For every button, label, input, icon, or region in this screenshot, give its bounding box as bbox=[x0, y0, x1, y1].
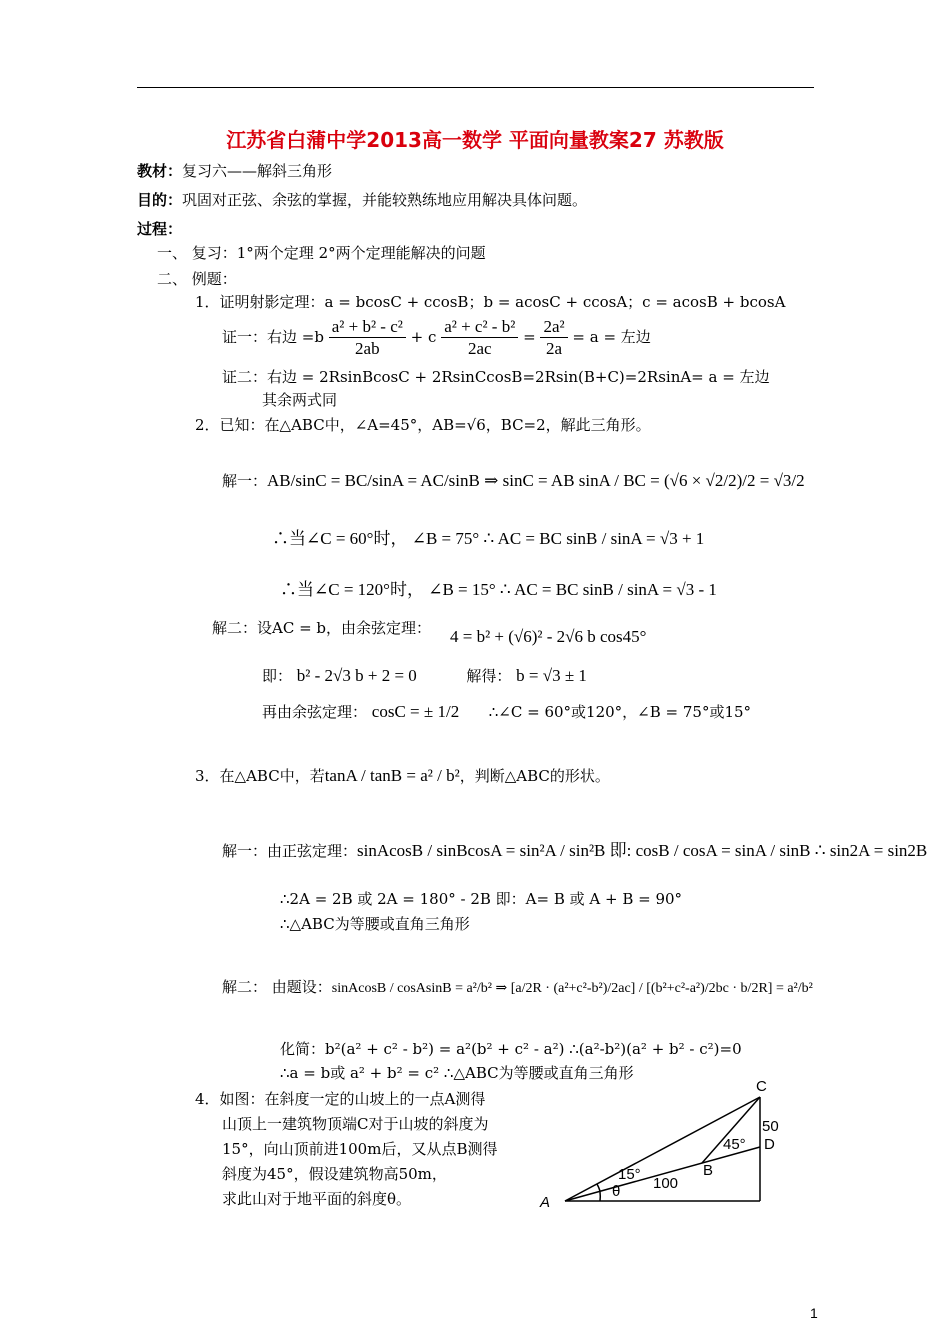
ex4-line1: 4．如图：在斜度一定的山坡上的一点A测得 bbox=[195, 1090, 486, 1108]
ex3-result: ∴a = b或 a² + b² = c² ∴△ABC为等腰或直角三角形 bbox=[280, 1064, 634, 1082]
ex3-sol2: 解二： 由题设：sinAcosB / cosAsinB = a²/b² ⇒ [a/2R · (a²+c²-b²)/2ac] / [(b²+c²-a²)/2bc · b/2R] = a²/b² bbox=[222, 978, 813, 996]
ex2-sol2-again: 再由余弦定理： cosC = ± 1/2 ∴∠C = 60°或120°，∠B = 75°或15° bbox=[262, 702, 752, 721]
page-number: 1 bbox=[810, 1305, 818, 1321]
process-label: 过程： bbox=[137, 220, 183, 238]
label-a: A bbox=[540, 1194, 551, 1211]
ex2-sol2-label: 解二：设AC = b，由余弦定理： bbox=[212, 619, 432, 637]
ex4-line5: 求此山对于地平面的斜度θ。 bbox=[222, 1190, 412, 1208]
ex3-sol1: 解一：由正弦定理：sinAcosB / sinBcosA = sin²A / sin²B 即: cosB / cosA = sinA / sinB ∴ sin2A = sin2B bbox=[222, 841, 928, 860]
ex2-sol1: 解一：AB/sinC = BC/sinA = AC/sinB ⇒ sinC = AB sinA / BC = (√6 × √2/2)/2 = √3/2 bbox=[222, 471, 805, 490]
ex3-statement: 3．在△ABC中，若tanA / tanB = a² / b²，判断△ABC的形状。 bbox=[195, 766, 610, 785]
header-rule bbox=[137, 87, 814, 88]
label-45: 45° bbox=[723, 1136, 746, 1153]
ex4-line4: 斜度为45°，假设建筑物高50m， bbox=[222, 1165, 447, 1183]
ex1-proof1-label: 证一：右边 =b bbox=[222, 327, 324, 346]
material-line bbox=[137, 160, 332, 181]
ex2-sol2-ie: 即： b² - 2√3 b + 2 = 0 解得： b = √3 ± 1 bbox=[262, 666, 587, 685]
ex1-proof1: 证一：右边 =b $\frac{\text{a² + b² - c²}}{2ab}$ + c $\frac{\text{a² + c² - b²}}{2ac}$ = $\frac{\text{2a²}}{2a}$ = a = 左边 bbox=[222, 317, 651, 359]
ex1-frac1: $\frac{\text{a² + b² - c²}}{2ab}$ bbox=[329, 316, 406, 360]
review-line: 一、 复习：1°两个定理 2°两个定理能解决的问题 bbox=[157, 244, 486, 262]
slope-diagram bbox=[530, 1075, 790, 1215]
angle-15-arc bbox=[597, 1184, 600, 1191]
label-15: 15° bbox=[618, 1166, 641, 1183]
label-c: C bbox=[756, 1078, 767, 1095]
ex1-proof3: 其余两式同 bbox=[262, 391, 338, 409]
ex1-statement: 1．证明射影定理：a = bcosC + ccosB；b = acosC + ccosA；c = acosB + bcosA bbox=[195, 293, 786, 311]
material-text: 复习六——解斜三角形 bbox=[182, 162, 333, 180]
line-bc bbox=[702, 1097, 760, 1163]
ex2-sol1-eq: AB/sinC = BC/sinA = AC/sinB ⇒ sinC = AB sinA / BC = (√6 × √2/2)/2 = √3/2 bbox=[267, 471, 805, 490]
ex1-frac2: $\frac{\text{a² + c² - b²}}{2ac}$ bbox=[441, 316, 518, 360]
ex2-case1: ∴当∠C = 60°时， ∠B = 75° ∴ AC = BC sinB / sinA = √3 + 1 bbox=[272, 529, 705, 548]
purpose-line bbox=[137, 189, 587, 210]
ex3-sol1-l3: ∴△ABC为等腰或直角三角形 bbox=[280, 915, 470, 933]
ex3-simplify: 化简：b²(a² + c² - b²) = a²(b² + c² - a²) ∴(a²-b²)(a² + b² - c²)=0 bbox=[280, 1040, 742, 1058]
ex2-case2: ∴当∠C = 120°时， ∠B = 15° ∴ AC = BC sinB / sinA = √3 - 1 bbox=[280, 580, 717, 599]
ex3-sol1-l2: ∴2A = 2B 或 2A = 180° - 2B 即：A= B 或 A + B = 90° bbox=[280, 890, 683, 908]
ex1-frac3: $\frac{\text{2a²}}{2a}$ bbox=[540, 316, 567, 360]
label-b: B bbox=[703, 1162, 714, 1179]
ex2-sol2-eq: 4 = b² + (√6)² - 2√6 b cos45° bbox=[450, 627, 647, 646]
ex4-line2: 山顶上一建筑物顶端C对于山坡的斜度为 bbox=[222, 1115, 489, 1133]
label-theta: θ bbox=[612, 1183, 621, 1200]
ex4-line3: 15°，向山顶前进100m后，又从点B测得 bbox=[222, 1140, 498, 1158]
purpose-text: 巩固对正弦、余弦的掌握，并能较熟练地应用解决具体问题。 bbox=[182, 191, 588, 209]
label-50: 50 bbox=[762, 1118, 779, 1135]
page-title: 江苏省白蒲中学2013高一数学 平面向量教案27 苏教版 bbox=[226, 128, 724, 152]
ex1-proof2: 证二：右边 = 2RsinBcosC + 2RsinCcosB=2Rsin(B+C)=2RsinA= a = 左边 bbox=[222, 368, 770, 386]
purpose-label: 目的： bbox=[137, 191, 183, 209]
material-label: 教材： bbox=[137, 162, 183, 180]
label-d: D bbox=[764, 1136, 775, 1153]
examples-heading: 二、 例题： bbox=[157, 270, 237, 288]
slope-line-ad bbox=[565, 1147, 760, 1201]
ex2-statement: 2．已知：在△ABC中，∠A=45°，AB=√6，BC=2，解此三角形。 bbox=[195, 416, 651, 434]
label-100: 100 bbox=[653, 1175, 679, 1192]
